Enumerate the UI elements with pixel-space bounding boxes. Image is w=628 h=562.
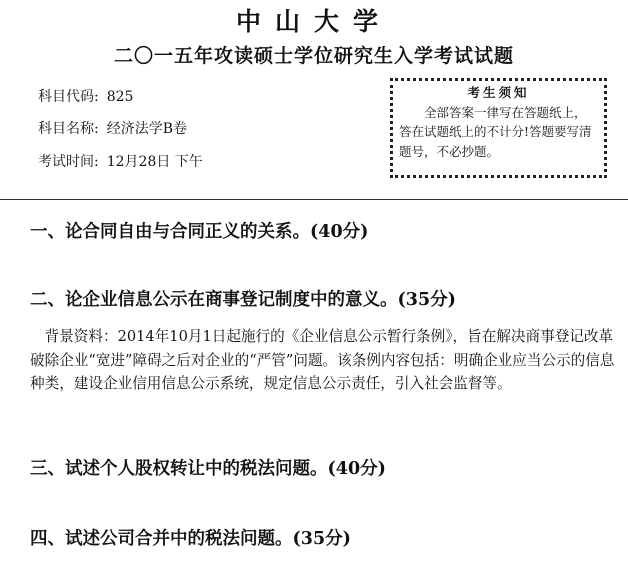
subject-name-label: 科目名称:: [38, 121, 99, 137]
subject-code-label: 科目代码:: [38, 89, 99, 105]
exam-time-row: [38, 151, 203, 171]
subject-code-row: [38, 86, 133, 106]
subject-name-value: 经济法学B卷: [106, 121, 188, 137]
exam-time-value: 12月28日 下午: [106, 154, 203, 170]
question-3: 三、试述个人股权转让中的税法问题。(40分): [30, 459, 386, 479]
exam-title: 二〇一五年攻读硕士学位研究生入学考试试题: [113, 45, 514, 67]
header-divider: [0, 199, 628, 200]
question-2: 二、论企业信息公示在商事登记制度中的意义。(35分): [30, 290, 456, 310]
background-material: 背景资料：2014年10月1日起施行的《企业信息公示暂行条例》，旨在解决商事登记改革破除企业“宽进”障碍之后对企业的“严管”问题。该条例内容包括：明确企业应当公示的信息种类，建设企业信用信息公示系统，规定信息公示责任，引入社会监督等。: [30, 328, 615, 392]
question-1: 一、论合同自由与合同正义的关系。(40分): [30, 222, 369, 242]
university-name: 中山大学: [235, 7, 392, 36]
notice-body: 全部答案一律写在答题纸上，答在试题纸上的不计分!答题要写清题号，不必抄题。: [399, 104, 592, 159]
subject-name-row: [38, 118, 187, 138]
notice-title: 考生须知: [467, 85, 530, 100]
subject-code-value: 825: [106, 89, 134, 105]
question-4: 四、试述公司合并中的税法问题。(35分): [30, 529, 351, 549]
exam-time-label: 考试时间:: [38, 154, 99, 170]
candidate-notice-box: [390, 78, 607, 178]
